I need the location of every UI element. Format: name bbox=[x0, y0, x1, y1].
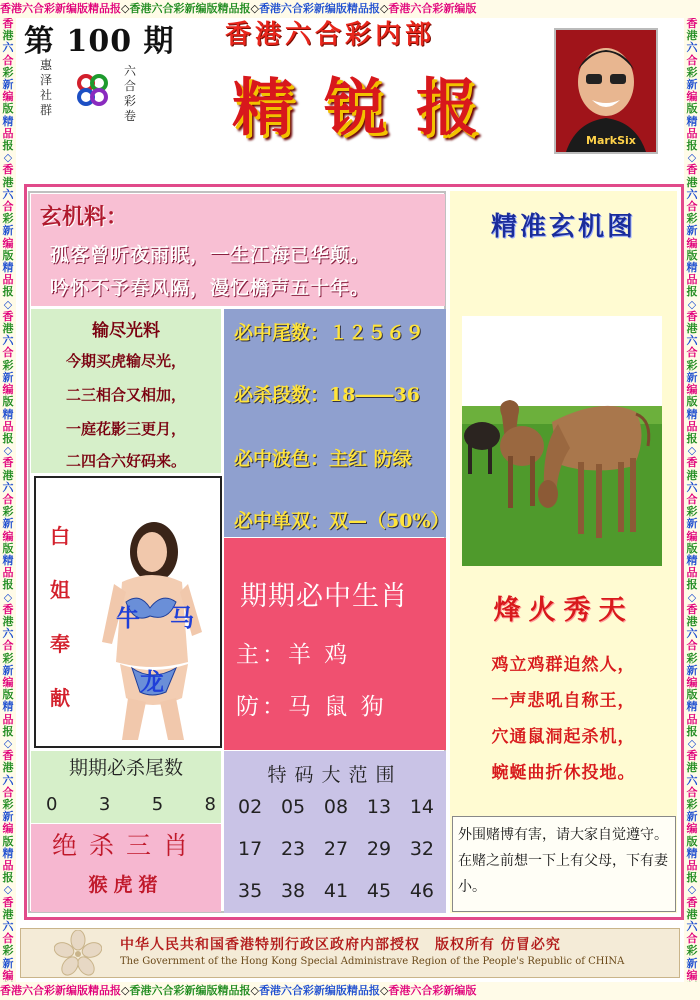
kill-zodiac-title: 绝杀三肖 bbox=[51, 831, 200, 860]
verse-line: 蜿蜒曲折休投地。 bbox=[491, 763, 636, 783]
footer-chinese: 中华人民共和国香港特别行政区政府内部授权 版权所有 仿冒必究 bbox=[120, 937, 561, 953]
photo-side-char: 白 bbox=[50, 524, 70, 548]
range-number: 35 bbox=[238, 880, 263, 902]
left-ticker: 香港六合彩新编版精品报◇香港六合彩新编版精品报◇香港六合彩新编版精品报◇香港六合彩新编版精品报◇香港六合彩新编版精品报◇香港六合彩新编版精品报◇香港六合彩新编 bbox=[0, 18, 16, 982]
kill-tail-value: 5 bbox=[151, 794, 164, 815]
zodiac-title: 期期必中生肖 bbox=[240, 581, 408, 612]
photo-overlay-char: 马 bbox=[170, 603, 194, 632]
range-number: 45 bbox=[366, 880, 392, 902]
photo-side-char: 献 bbox=[50, 686, 70, 710]
range-number: 27 bbox=[323, 838, 349, 860]
range-number: 23 bbox=[280, 838, 306, 860]
kill-zodiac-list: 猴虎猪 bbox=[88, 874, 164, 896]
bottom-ticker: 香港六合彩新编版精品报◇香港六合彩新编版精品报◇香港六合彩新编版精品报◇香港六合彩新编版 bbox=[0, 982, 700, 1000]
issue-number: 第 100 期 bbox=[24, 24, 175, 59]
cattle-photo bbox=[462, 316, 662, 566]
photo-side-char: 姐 bbox=[50, 578, 70, 602]
brand-line: 香港六合彩内部 bbox=[225, 20, 436, 50]
stat-wave-color: 必中波色：主红 防绿 bbox=[234, 448, 412, 470]
range-number: 13 bbox=[366, 796, 392, 818]
range-number: 46 bbox=[409, 880, 434, 902]
range-number: 38 bbox=[280, 880, 306, 902]
hero-title: 烽火秀天 bbox=[493, 595, 634, 626]
zodiac-main: 主：羊 鸡 bbox=[236, 642, 351, 668]
verse-line: 鸡立鸡群迫然人， bbox=[491, 655, 636, 675]
special-range-row bbox=[238, 796, 434, 818]
kill-tail-value: 0 bbox=[46, 794, 58, 815]
portrait-photo bbox=[554, 28, 658, 154]
range-number: 41 bbox=[323, 880, 349, 902]
range-number: 14 bbox=[409, 796, 434, 818]
club-label-left: 惠泽社群 bbox=[40, 58, 53, 117]
riddle-label: 玄机料： bbox=[40, 204, 129, 230]
kill-tails-title: 期期必杀尾数 bbox=[68, 757, 183, 779]
kill-tail-value: 3 bbox=[98, 794, 111, 815]
zodiac-guard: 防：马 鼠 狗 bbox=[236, 694, 387, 720]
range-number: 29 bbox=[366, 838, 392, 860]
newspaper-title: 精锐报 bbox=[232, 71, 509, 144]
verse-line: 穴通鼠洞起杀机， bbox=[491, 727, 636, 747]
lose-all-line: 今期买虎输尽光， bbox=[65, 352, 186, 370]
lose-all-line: 二四合六好码来。 bbox=[65, 452, 186, 470]
lose-all-line: 二三相合又相加， bbox=[65, 386, 186, 404]
marksix-logo: MarkSix bbox=[586, 134, 636, 147]
club-label-right: 六合彩卷 bbox=[124, 64, 137, 123]
range-number: 08 bbox=[323, 796, 349, 818]
kill-tail-value: 8 bbox=[204, 794, 216, 815]
range-number: 32 bbox=[409, 838, 434, 860]
photo-side-char: 奉 bbox=[50, 632, 70, 656]
lottery-logo-icon bbox=[72, 70, 112, 110]
top-ticker: 香港六合彩新编版精品报◇香港六合彩新编版精品报◇香港六合彩新编版精品报◇香港六合彩新编版 bbox=[0, 0, 700, 18]
right-ticker: 香港六合彩新编版精品报◇香港六合彩新编版精品报◇香港六合彩新编版精品报◇香港六合彩新编版精品报◇香港六合彩新编版精品报◇香港六合彩新编版精品报◇香港六合彩新编 bbox=[684, 18, 700, 982]
range-number: 02 bbox=[238, 796, 263, 818]
special-range-row bbox=[238, 838, 434, 860]
verse-line: 一声悲吼自称王， bbox=[491, 691, 636, 711]
photo-overlay-char: 牛 bbox=[116, 603, 140, 632]
range-number: 05 bbox=[280, 796, 306, 818]
bauhinia-emblem-icon bbox=[54, 930, 102, 976]
footer-english: The Government of the Hong Kong Special Administrave Region of the People's Republic of CHINA bbox=[120, 956, 625, 967]
gambling-notice-text: 外围赌博有害，请大家自觉遵守。在赌之前想一下上有父母，下有妻小。 bbox=[458, 827, 668, 895]
lose-all-title: 输尽光料 bbox=[92, 321, 160, 341]
riddle-line: 吟怀不予春风隔，漫忆檐声五十年。 bbox=[50, 277, 371, 299]
stat-odd-even: 必中单双：双—（50%） bbox=[234, 510, 450, 532]
stat-kill-range: 必杀段数：18――36 bbox=[234, 384, 420, 406]
lose-all-line: 一庭花影三更月， bbox=[65, 420, 186, 438]
photo-overlay-char: 龙 bbox=[140, 667, 164, 696]
range-number: 17 bbox=[238, 838, 263, 860]
special-range-row bbox=[238, 880, 434, 902]
mystery-chart-title: 精准玄机图 bbox=[490, 212, 636, 242]
stat-tail-numbers: 必中尾数：１２５６９ bbox=[234, 322, 425, 344]
special-range-title: 特码大范围 bbox=[267, 764, 403, 786]
kill-tails-values bbox=[46, 794, 216, 815]
riddle-line: 孤客曾听夜雨眠，一生江海已华颠。 bbox=[50, 244, 371, 266]
